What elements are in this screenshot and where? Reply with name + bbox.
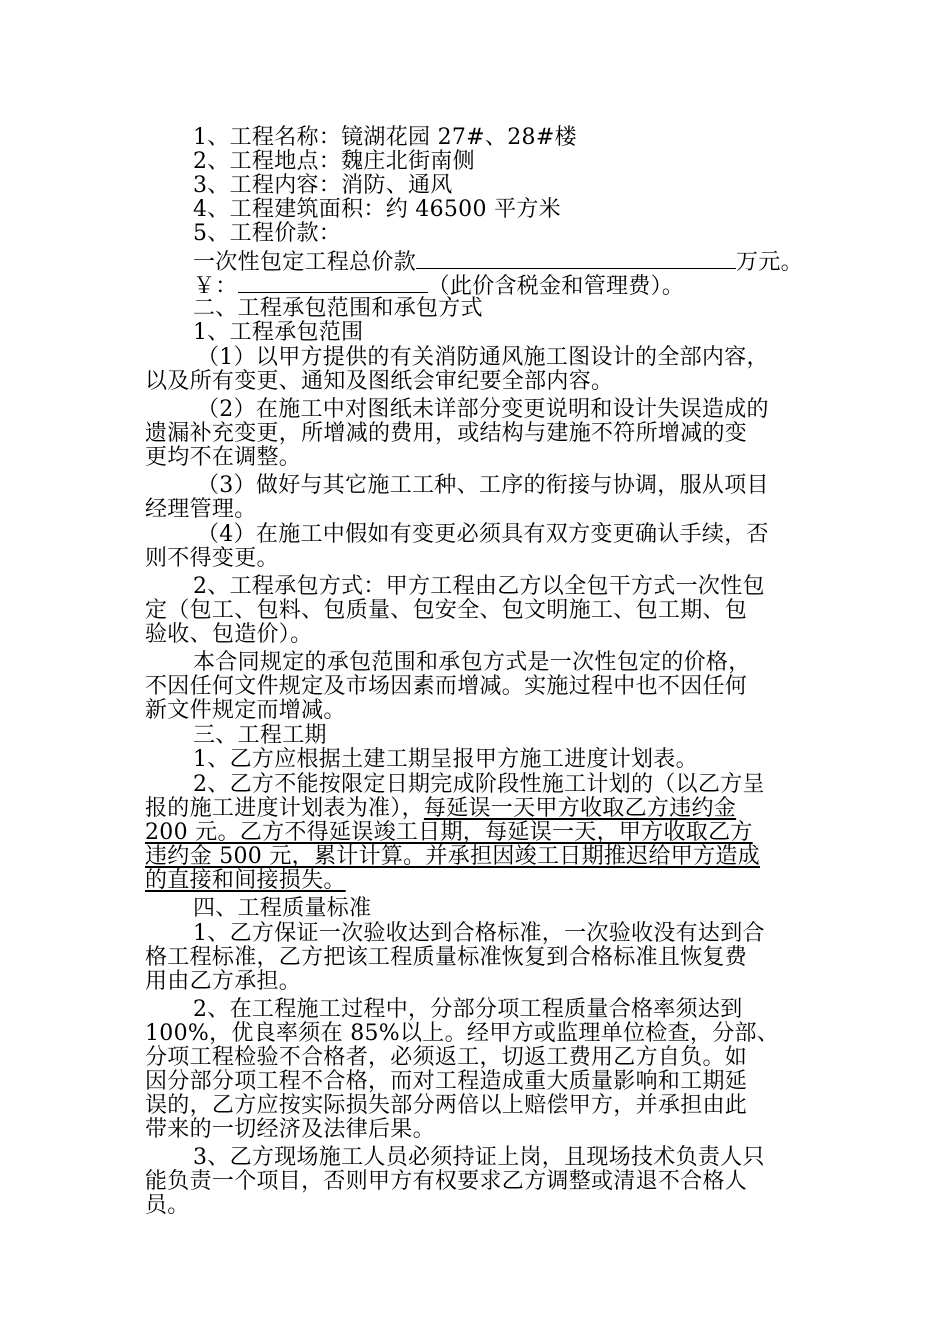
contract-mode-cont: 定（包工、包料、包质量、包安全、包文明施工、包工期、包	[145, 598, 748, 623]
penalty-clause-end: 的直接和间接损失。	[145, 868, 346, 893]
quality-clause-1-cont: 格工程标准，乙方把该工程质量标准恢复到合格标准且恢复费	[145, 945, 748, 970]
quality-clause-3: 3、乙方现场施工人员必须持证上岗，且现场技术负责人只	[193, 1145, 765, 1170]
schedule-clause-2-text: 报的施工进度计划表为准），	[145, 796, 424, 821]
penalty-clause-cont2: 违约金 500 元，累计计算。并承担因竣工日期推迟给甲方造成	[145, 844, 760, 869]
scope-item-1-cont: 以及所有变更、通知及图纸会审纪要全部内容。	[145, 369, 614, 394]
scope-item-2-cont2: 更均不在调整。	[145, 445, 302, 470]
quality-clause-2-cont: 100%，优良率须在 85%以上。经甲方或监理单位检查，分部、	[145, 1021, 780, 1046]
schedule-clause-2: 2、乙方不能按限定日期完成阶段性施工计划的（以乙方呈	[193, 772, 765, 797]
quality-clause-2-cont4: 误的，乙方应按实际损失部分两倍以上赔偿甲方，并承担由此	[145, 1093, 748, 1118]
scope-item-3: （3）做好与其它施工工种、工序的衔接与协调，服从项目	[197, 473, 769, 498]
penalty-clause-cont: 200 元。乙方不得延误竣工日期，每延误一天，甲方收取乙方	[145, 820, 753, 845]
fixed-price-clause: 本合同规定的承包范围和承包方式是一次性包定的价格，	[193, 650, 751, 675]
quality-clause-2-cont3: 因分部分项工程不合格，而对工程造成重大质量影响和工期延	[145, 1069, 748, 1094]
price-suffix: 万元。	[736, 250, 803, 275]
schedule-clause-2-cont	[145, 797, 815, 821]
section-2-1-title: 1、工程承包范围	[193, 320, 364, 345]
quality-clause-1-cont2: 用由乙方承担。	[145, 969, 302, 994]
fixed-price-clause-cont: 不因任何文件规定及市场因素而增减。实施过程中也不因任何	[145, 674, 748, 699]
contract-mode-cont2: 验收、包造价）。	[145, 622, 313, 647]
quality-clause-1: 1、乙方保证一次验收达到合格标准，一次验收没有达到合	[193, 921, 765, 946]
yen-blank	[238, 272, 428, 293]
item-project-price: 5、工程价款：	[193, 221, 342, 246]
quality-clause-2: 2、在工程施工过程中，分部分项工程质量合格率须达到	[193, 997, 743, 1022]
fixed-price-clause-cont2: 新文件规定而增减。	[145, 698, 346, 723]
quality-clause-2-cont2: 分项工程检验不合格者，必须返工，切返工费用乙方自负。如	[145, 1045, 748, 1070]
scope-item-1: （1）以甲方提供的有关消防通风施工图设计的全部内容，	[197, 345, 769, 370]
scope-item-3-cont: 经理管理。	[145, 497, 257, 522]
quality-clause-3-cont: 能负责一个项目，否则甲方有权要求乙方调整或清退不合格人	[145, 1169, 748, 1194]
quality-clause-2-cont5: 带来的一切经济及法律后果。	[145, 1117, 435, 1142]
item-project-content: 3、工程内容：消防、通风	[193, 173, 453, 198]
quality-clause-3-cont2: 员。	[145, 1193, 190, 1218]
scope-item-4-cont: 则不得变更。	[145, 546, 279, 571]
yen-suffix: （此价含税金和管理费）。	[427, 274, 685, 299]
item-project-name: 1、工程名称：镜湖花园 27#、28#楼	[193, 125, 577, 150]
penalty-clause-start: 每延误一天甲方收取乙方违约金	[423, 796, 737, 821]
item-project-location: 2、工程地点：魏庄北街南侧	[193, 149, 475, 174]
price-prefix: 一次性包定工程总价款	[193, 250, 417, 275]
section-3-title: 三、工程工期	[193, 723, 327, 748]
price-line	[145, 248, 863, 275]
scope-item-2: （2）在施工中对图纸未详部分变更说明和设计失误造成的	[197, 397, 769, 422]
yen-prefix: ￥：	[193, 274, 238, 299]
scope-item-2-cont: 遗漏补充变更，所增减的费用，或结构与建施不符所增减的变	[145, 421, 748, 446]
section-2-title: 二、工程承包范围和承包方式	[193, 296, 483, 321]
contract-mode: 2、工程承包方式：甲方工程由乙方以全包干方式一次性包	[193, 574, 765, 599]
item-project-area: 4、工程建筑面积：约 46500 平方米	[193, 197, 561, 222]
yen-line	[145, 272, 863, 299]
section-4-title: 四、工程质量标准	[193, 896, 372, 921]
schedule-clause-1: 1、乙方应根据土建工期呈报甲方施工进度计划表。	[193, 747, 698, 772]
scope-item-4: （4）在施工中假如有变更必须具有双方变更确认手续，否	[197, 522, 769, 547]
price-blank	[416, 248, 736, 269]
